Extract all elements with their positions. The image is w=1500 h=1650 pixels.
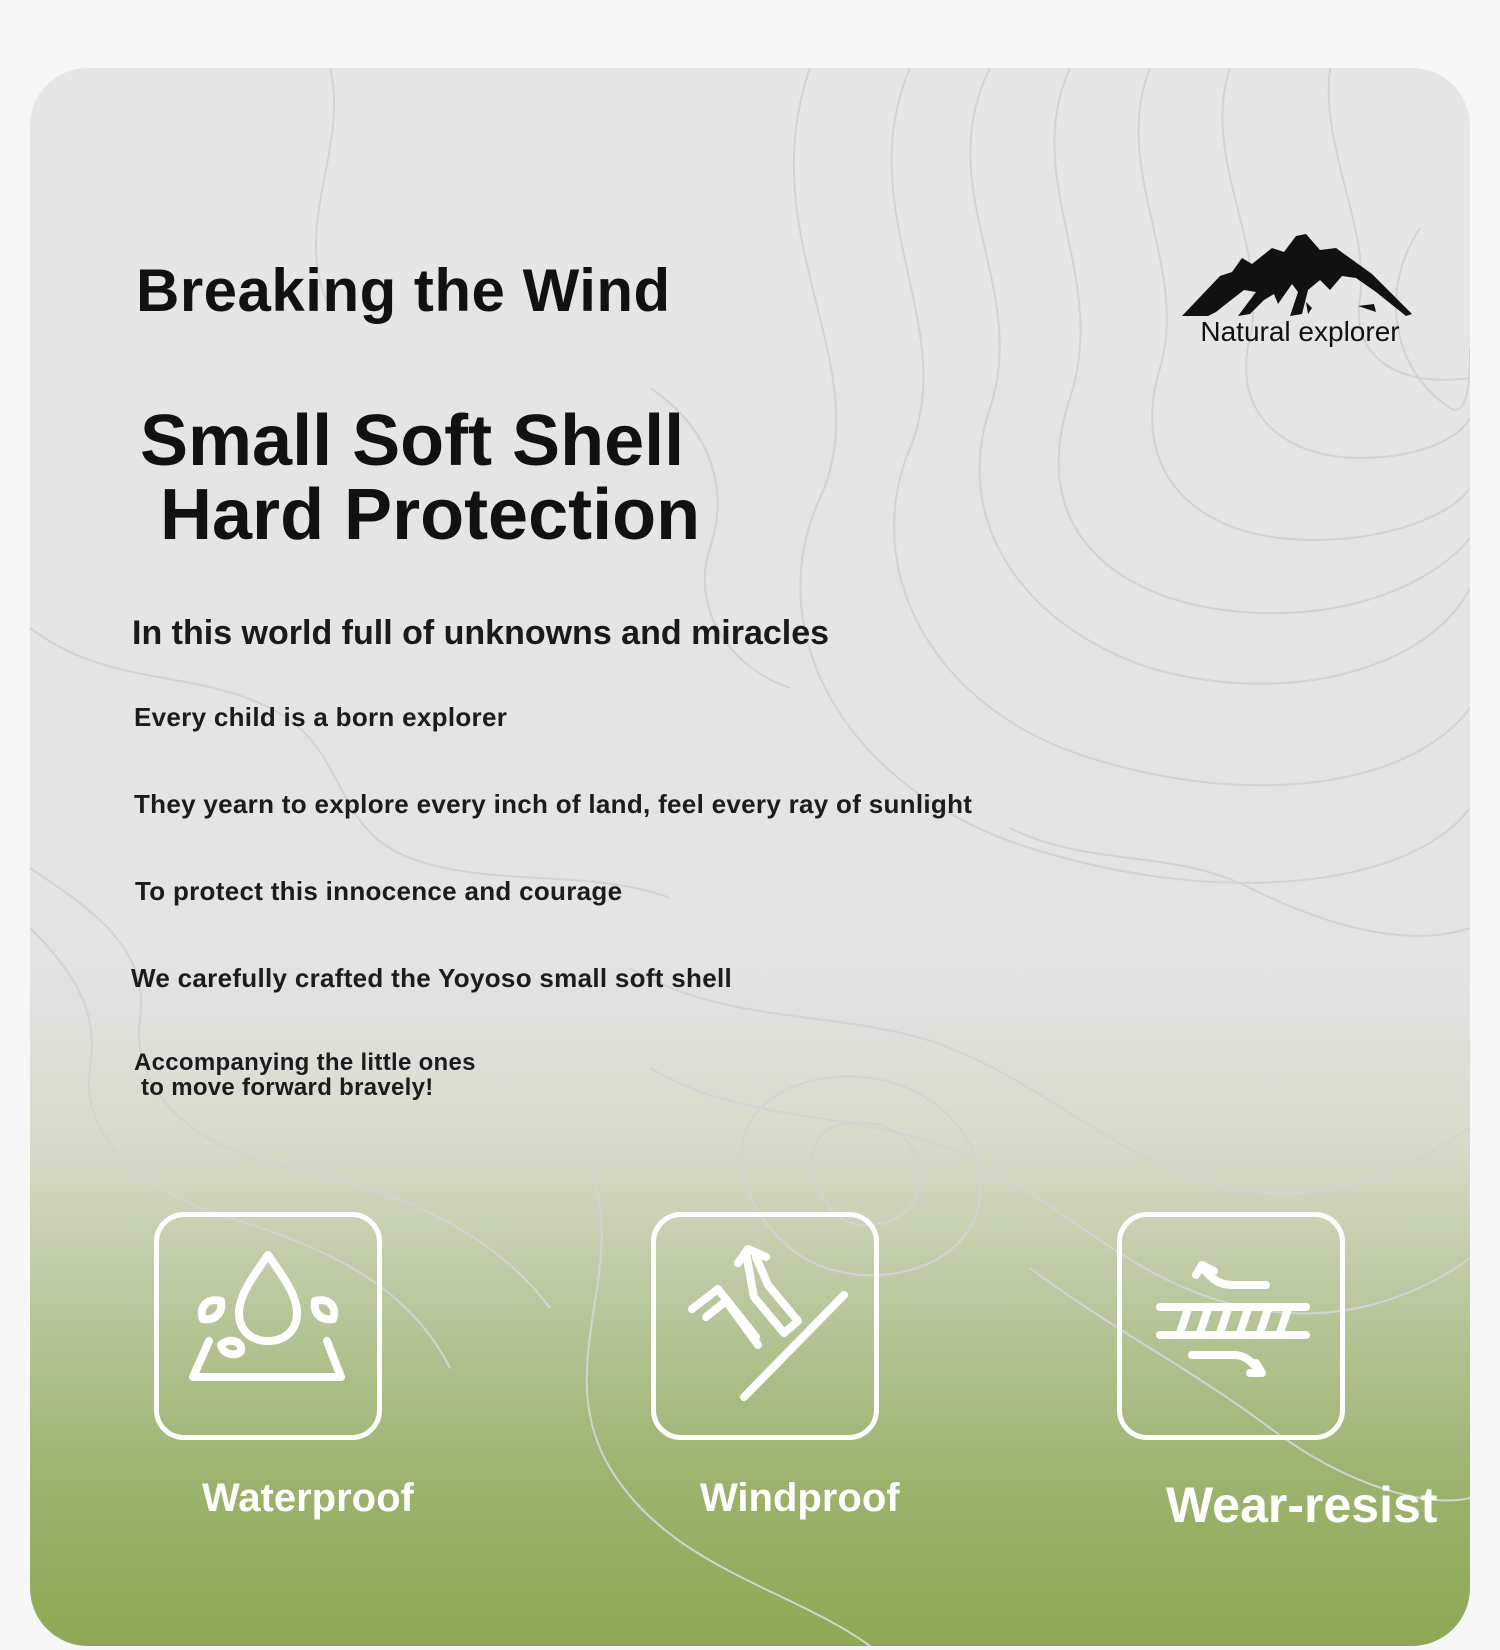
mountain-icon	[1180, 230, 1420, 320]
title-line-1: Small Soft Shell	[140, 401, 685, 481]
body-line-2: They yearn to explore every inch of land, feel every ray of sunlight	[134, 789, 973, 819]
body-line-1: Every child is a born explorer	[134, 702, 508, 732]
windproof-feature-box	[651, 1212, 879, 1440]
logo-text: Natural explorer	[1200, 316, 1400, 347]
body-line-3: To protect this innocence and courage	[135, 876, 623, 906]
feature-label-waterproof: Waterproof	[202, 1476, 414, 1520]
water-drop-splash-icon	[159, 1217, 377, 1435]
brand-logo	[1180, 230, 1420, 360]
waterproof-feature-box	[154, 1212, 382, 1440]
body-line-4: We carefully crafted the Yoyoso small soft shell	[131, 963, 733, 993]
headline: Breaking the Wind	[136, 257, 671, 324]
wind-deflect-icon	[656, 1217, 874, 1435]
poster-card	[30, 68, 1470, 1646]
wear-resist-feature-box	[1117, 1212, 1345, 1440]
body-line-5: Accompanying the little ones to move forward bravely!	[134, 1049, 476, 1101]
feature-label-windproof: Windproof	[700, 1476, 900, 1520]
abrasion-layer-icon	[1122, 1217, 1340, 1435]
feature-label-wear-resist: Wear-resist	[1166, 1477, 1438, 1533]
subtitle: In this world full of unknowns and miracles	[132, 614, 830, 652]
title-line-2: Hard Protection	[140, 475, 701, 555]
